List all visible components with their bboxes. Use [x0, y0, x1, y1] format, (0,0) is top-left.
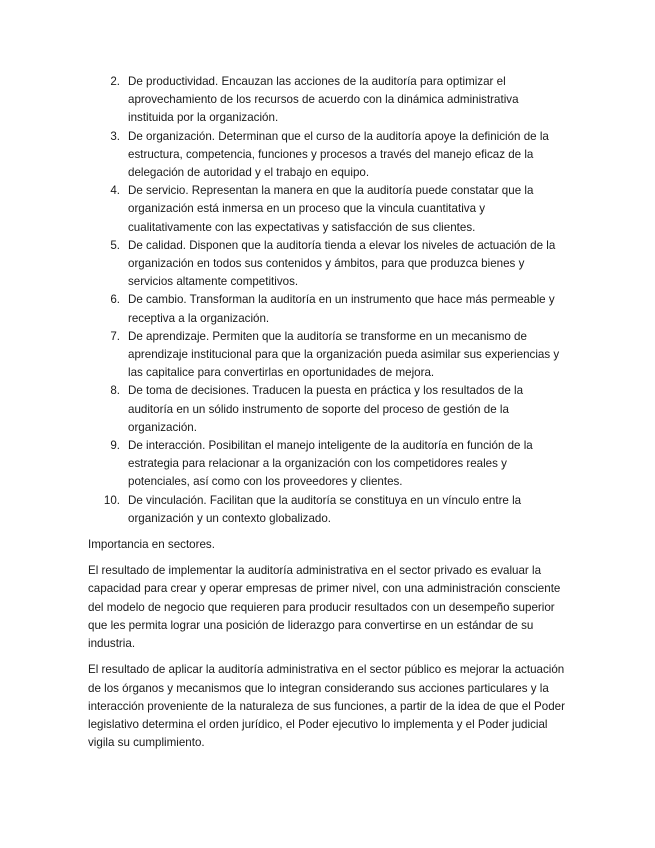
list-text: De interacción. Posibilitan el manejo inteligente de la auditoría en función de la estrategia para relacionar a la organización con los competidores reales y potenciales, así como con los proveedores y clientes.	[128, 439, 533, 489]
list-text: De cambio. Transforman la auditoría en un instrumento que hace más permeable y receptiva a la organización.	[128, 293, 555, 325]
objectives-list	[88, 73, 567, 528]
list-item	[88, 182, 567, 237]
list-text: De calidad. Disponen que la auditoría tienda a elevar los niveles de actuación de la organización en todos sus contenidos y ámbitos, para que produzca bienes y servicios altamente competitivos.	[128, 238, 556, 289]
list-number: 6.	[110, 293, 120, 307]
list-text: De productividad. Encauzan las acciones de la auditoría para optimizar el aprovechamiento de los recursos de acuerdo con la dinámica administrativa instituida por la organización.	[128, 75, 519, 125]
list-item	[88, 492, 567, 528]
list-number: 2.	[110, 75, 120, 88]
list-item	[88, 128, 567, 183]
list-number: 10.	[103, 493, 120, 507]
list-item	[88, 382, 567, 437]
list-text: De organización. Determinan que el curso de la auditoría apoye la definición de la estructura, competencia, funciones y procesos a través del manejo eficaz de la delegación de autoridad y el trabajo en equipo.	[128, 129, 549, 180]
list-text: De servicio. Representan la manera en que la auditoría puede constatar que la organización está inmersa en un proceso que la vincula cuantitativa y cualitativamente con las expectativas y satisfacción de sus clientes.	[128, 184, 534, 234]
list-number: 5.	[110, 238, 120, 252]
list-item	[88, 437, 567, 492]
list-number: 8.	[110, 384, 120, 398]
list-item	[88, 73, 567, 128]
list-number: 4.	[110, 184, 120, 198]
list-text: De aprendizaje. Permiten que la auditoría se transforme en un mecanismo de aprendizaje institucional para que la organización pueda asimilar sus experiencias y las capitalice para convertirlas en oportunidades de mejora.	[128, 329, 560, 380]
list-number: 9.	[110, 439, 120, 453]
list-item	[88, 328, 567, 383]
list-text: De toma de decisiones. Traducen la puesta en práctica y los resultados de la auditoría en un sólido instrumento de soporte del proceso de gestión de la organización.	[128, 384, 524, 434]
paragraph-public-sector: El resultado de aplicar la auditoría administrativa en el sector público es mejorar la actuación de los órganos y mecanismos que lo integran considerando sus acciones particulares y la interacción proveniente de la naturaleza de sus funciones, a partir de la idea de que el Poder legislativo determina el orden jurídico, el Poder ejecutivo lo implementa y el Poder judicial vigila su cumplimiento.	[88, 663, 565, 750]
list-item	[88, 291, 567, 327]
paragraph-private-sector: El resultado de implementar la auditoría administrativa en el sector privado es evaluar la capacidad para crear y operar empresas de primer nivel, con una administración consciente del modelo de negocio que requieren para producir resultados con un desempeño superior que les permita lograr una posición de liderazgo para convertirse en un estándar de su industria.	[88, 564, 561, 651]
list-text: De vinculación. Facilitan que la auditoría se constituya en un vínculo entre la organización y un contexto globalizado.	[128, 493, 522, 525]
list-number: 7.	[110, 329, 120, 343]
list-item	[88, 237, 567, 292]
section-heading: Importancia en sectores.	[88, 538, 215, 552]
list-number: 3.	[110, 129, 120, 143]
